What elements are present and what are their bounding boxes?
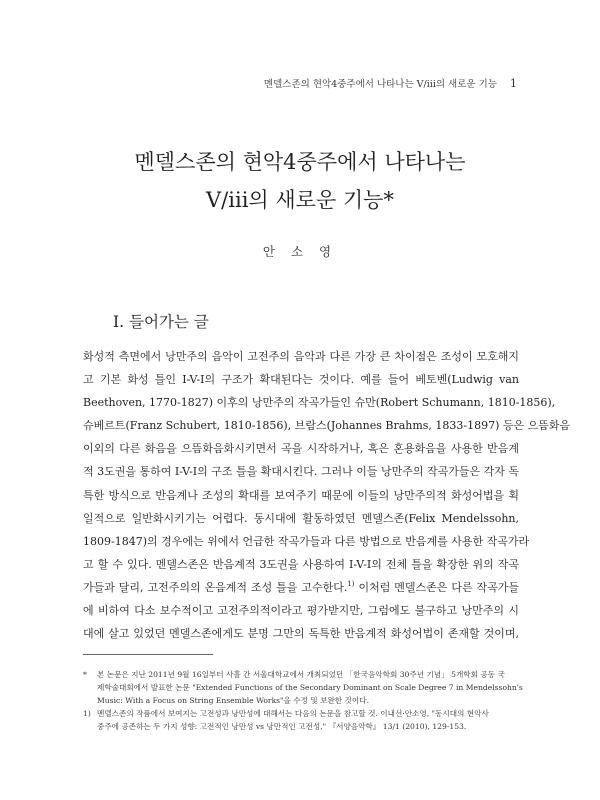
- running-header: [264, 76, 517, 90]
- body-line: 1809-1847)의 경우에는 위에서 언급한 작곡가들과 다른 방법으로 반음계를 사용한 작곡가라: [83, 534, 530, 548]
- body-line: 화성적 측면에서 낭만주의 음악이 고전주의 음악과 다른 가장 큰 차이점은 조성이 모호해지: [83, 350, 519, 363]
- footnote-line: 본 논문은 지난 2011년 9월 16일부터 사흘 간 서울대학교에서 개최되었던 「한국음악학회 30주년 기념」 5개학회 공동 국: [97, 670, 505, 679]
- footnote-line: 멘델스존의 작품에서 보여지는 고전성과 낭만성에 대해서는 다음의 논문을 참고할 것. 이내선·안소영, "동시대의 현악사: [97, 709, 489, 718]
- section-heading: I. 들어가는 글: [113, 313, 209, 331]
- title-line-2: V/iii의 새로운 기능*: [206, 188, 394, 212]
- footnote-ref[interactable]: 1): [347, 579, 355, 588]
- body-line-text: 이처럼 멘델스존은 다른 작곡가들: [354, 580, 520, 594]
- body-line: 특한 방식으로 반음계나 조성의 확대를 보여주기 때문에 이들의 낭만주의적 화성어법을 획: [83, 488, 519, 502]
- footnote-mark: *: [83, 670, 87, 679]
- paper-title: [0, 143, 600, 219]
- body-line: 대에 살고 있었던 멘델스존에게도 분명 그만의 독특한 반음계적 화성어법이 존재할 것이며,: [83, 627, 519, 641]
- footnote-divider: [83, 654, 213, 655]
- title-line-1: 멘델스존의 현악4중주에서 나타나는: [134, 150, 466, 174]
- footnote-line: 제학술대회에서 발표한 논문 "Extended Functions of the Secondary Dominant on Scale Degree 7 in Mendelssohn's: [97, 683, 523, 692]
- body-line: [83, 576, 519, 599]
- body-line: 고 할 수 있다. 멘델스존은 반음계적 3도권을 사용하여 I-V-I의 전체 틀을 확장한 위의 작곡: [83, 557, 519, 571]
- footnote-mark: 1): [83, 709, 91, 718]
- footnote-line: 중주에 공존하는 두 가지 성향: 고전적인 낭만성 vs 낭만적인 고전성," 『서양음악학』 13/1 (2010), 129-153.: [97, 722, 467, 731]
- body-line: 에 비하여 다소 보수적이고 고전주의적이라고 평가받지만, 그럼에도 불구하고 낭만주의 시: [83, 604, 519, 618]
- footnotes: [83, 668, 523, 733]
- body-line: 슈베르트(Franz Schubert, 1810-1856), 브람스(Johannes Brahms, 1833-1897) 등은 으뜸화음: [83, 419, 571, 433]
- running-title: 멘델스존의 현악4중주에서 나타나는 V/iii의 새로운 기능: [263, 79, 497, 90]
- footnote: [83, 707, 519, 733]
- author-name: 안 소 영: [262, 244, 338, 259]
- body-line: 이외의 다른 화음을 으뜸화음화시키면서 곡을 시작하거나, 혹은 혼용화음을 사용한 반음계: [83, 442, 519, 456]
- body-line: 고 기본 화성 틀인 I-V-I의 구조가 확대된다는 것이다. 예를 들어 베토벤(Ludwig van: [83, 373, 519, 387]
- body-line-text: 가들과 달리, 고전주의의 온음계적 조성 틀을 고수한다.: [83, 580, 348, 594]
- body-line: 적 3도권을 통하여 I-V-I의 구조 틀을 확대시킨다. 그러나 이들 낭만주의 작곡가들은 각자 독: [83, 465, 519, 479]
- page-number: 1: [510, 77, 517, 90]
- body-line: Beethoven, 1770-1827) 이후의 낭만주의 작곡가들인 슈만(Robert Schumann, 1810-1856),: [83, 396, 556, 410]
- footnote: [83, 668, 523, 707]
- body-line: 일적으로 일반화시키기는 어렵다. 동시대에 활동하였던 멘델스존(Felix Mendelssohn,: [83, 511, 519, 525]
- footnote-line: Music: With a Focus on String Ensemble Works"을 수정 및 보완한 것이다.: [97, 696, 369, 705]
- body-paragraph: [83, 345, 571, 645]
